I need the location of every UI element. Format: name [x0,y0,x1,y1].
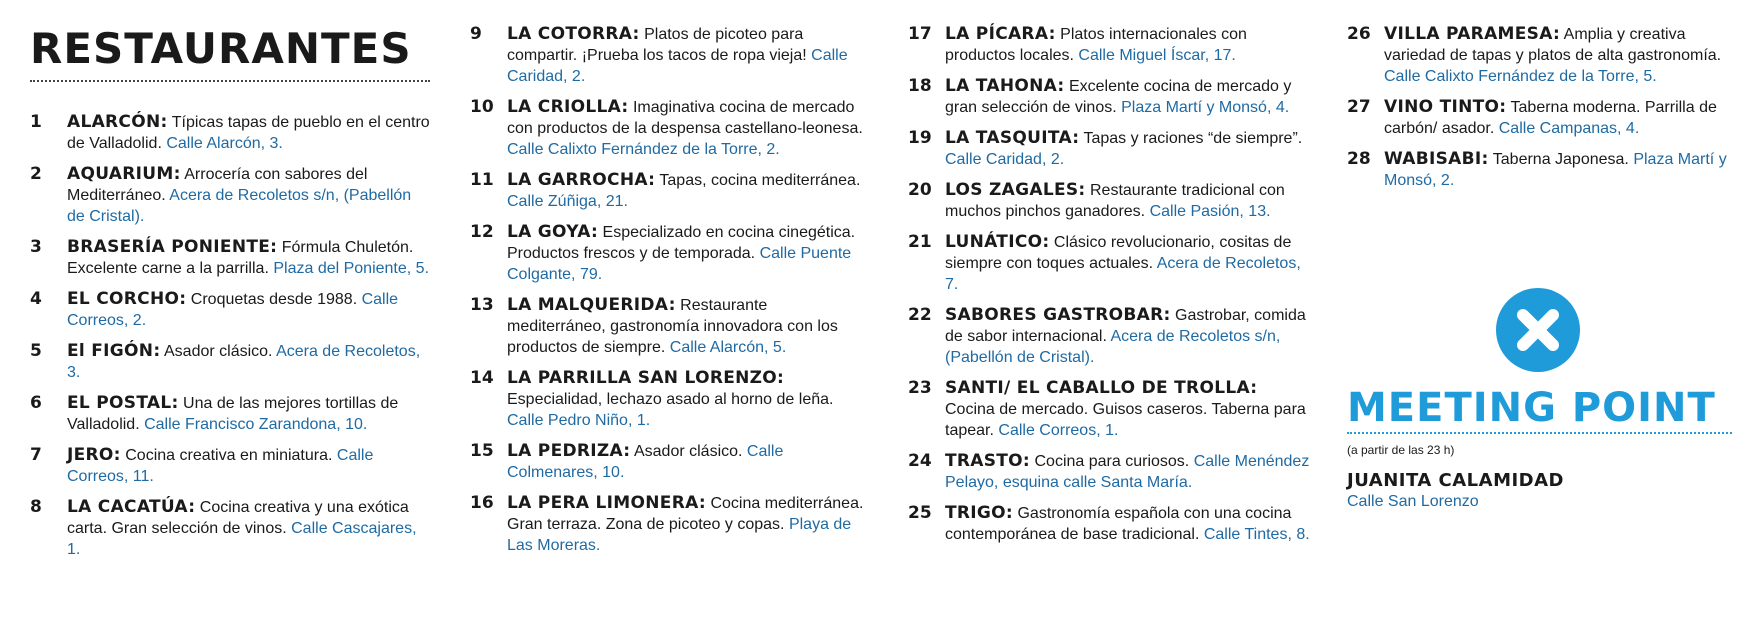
restaurant-entry [507,97,870,160]
restaurant-description: Cocina de mercado. Guisos caseros. Taberna para tapear. [945,401,1306,439]
restaurant-entry [67,393,430,435]
restaurant-description: Restaurante tradicional con muchos pinchos ganadores. [945,182,1285,220]
restaurant-name: BRASERÍA PONIENTE: [67,237,278,257]
restaurant-number: 18 [908,76,932,96]
restaurant-address[interactable]: Acera de Recoletos, 7. [945,255,1301,293]
restaurant-description: Tapas y raciones “de siempre”. [1083,130,1303,147]
restaurant-entry [945,232,1310,295]
restaurant-name: TRASTO: [945,451,1031,471]
restaurant-entry [67,164,430,227]
close-circle-icon [1496,288,1580,372]
restaurant-entry [507,493,870,556]
restaurant-entry [507,24,870,87]
restaurant-item [470,24,870,87]
restaurant-description: Fórmula Chuletón. Excelente carne a la parrilla. [67,239,414,277]
restaurant-entry [945,378,1310,441]
restaurant-number: 17 [908,24,932,44]
restaurant-description: Arrocería con sabores del Mediterráneo. [67,166,368,204]
restaurant-description: Taberna Japonesa. [1492,151,1629,168]
restaurant-address[interactable]: Calle Correos, 11. [67,447,374,485]
restaurant-address[interactable]: Playa de Las Moreras. [507,516,852,554]
restaurant-description: Croquetas desde 1988. [190,291,358,308]
restaurant-number: 5 [30,341,42,361]
restaurant-address[interactable]: Calle Cascajares, 1. [67,520,417,558]
column-2 [470,24,870,566]
restaurant-address[interactable]: Calle Caridad, 2. [507,47,848,85]
restaurant-number: 27 [1347,97,1371,117]
restaurant-item [1347,24,1737,87]
restaurant-item [908,232,1310,295]
restaurant-number: 8 [30,497,42,517]
restaurant-entry [945,24,1310,66]
restaurant-number: 15 [470,441,494,461]
restaurant-number: 12 [470,222,494,242]
restaurant-entry [67,289,430,331]
restaurant-entry [945,180,1310,222]
restaurant-item [30,164,430,227]
restaurant-name: SANTI/ EL CABALLO DE TROLLA: [945,378,1258,398]
restaurant-description: Imaginativa cocina de mercado con productos de la despensa castellano-leonesa. [507,99,863,137]
column-1 [30,24,430,570]
restaurant-item [470,97,870,160]
restaurant-entry [507,170,870,212]
restaurant-name: LA PARRILLA SAN LORENZO: [507,368,785,388]
restaurant-description: Cocina mediterránea. Gran terraza. Zona de picoteo y copas. [507,495,864,533]
restaurant-entry [67,497,430,560]
restaurant-number: 26 [1347,24,1371,44]
restaurant-address[interactable]: Plaza del Poniente, 5. [273,260,430,277]
restaurant-description: Tapas, cocina mediterránea. [659,172,861,189]
restaurant-address[interactable]: Calle Miguel Íscar, 17. [1078,47,1236,64]
restaurant-address[interactable]: Plaza Martí y Monsó, 2. [1384,151,1727,189]
restaurant-number: 7 [30,445,42,465]
restaurant-item [30,289,430,331]
restaurant-entry [945,451,1310,493]
restaurant-number: 10 [470,97,494,117]
restaurant-number: 2 [30,164,42,184]
restaurant-number: 16 [470,493,494,513]
restaurant-description: Típicas tapas de pueblo en el centro de Valladolid. [67,114,430,152]
restaurant-address[interactable]: Calle Colmenares, 10. [507,443,784,481]
restaurant-number: 19 [908,128,932,148]
restaurant-item [30,112,430,154]
restaurant-address[interactable]: Acera de Recoletos s/n, (Pabellón de Cristal). [67,187,412,225]
restaurant-name: TRIGO: [945,503,1014,523]
restaurant-name: LA PERA LIMONERA: [507,493,706,513]
restaurant-description: Excelente cocina de mercado y gran selección de vinos. [945,78,1292,116]
restaurant-entry [945,76,1310,118]
restaurant-name: LA MALQUERIDA: [507,295,676,315]
restaurant-address[interactable]: Calle Pedro Niño, 1. [507,412,651,429]
restaurant-entry [507,441,870,483]
meeting-point-subtitle: (a partir de las 23 h) [1347,443,1455,457]
restaurant-description: Platos de picoteo para compartir. ¡Prueba los tacos de ropa vieja! [507,26,807,64]
restaurant-number: 1 [30,112,42,132]
restaurant-description: Cocina creativa en miniatura. [125,447,333,464]
restaurant-description: Asador clásico. [164,343,273,360]
restaurant-entry [507,222,870,285]
restaurant-address[interactable]: Calle Puente Colgante, 79. [507,245,852,283]
restaurant-description: Gastronomía española con una cocina contemporánea de base tradicional. [945,505,1292,543]
restaurant-name: ALARCÓN: [67,112,168,132]
restaurant-name: VINO TINTO: [1384,97,1507,117]
restaurant-list [1347,24,1737,191]
restaurant-item [30,341,430,383]
restaurant-item [1347,97,1737,139]
restaurant-address[interactable]: Calle Alarcón, 3. [166,135,283,152]
restaurant-description: Platos internacionales con productos locales. [945,26,1247,64]
restaurant-item [908,378,1310,441]
restaurant-description: Asador clásico. [633,443,743,460]
restaurant-description: Taberna moderna. Parrilla de carbón/ asador. [1384,99,1717,137]
restaurant-name: JERO: [67,445,121,465]
restaurant-number: 21 [908,232,932,252]
restaurant-address[interactable]: Plaza Martí y Monsó, 4. [1121,99,1290,116]
restaurant-name: EL POSTAL: [67,393,179,413]
restaurant-item [470,441,870,483]
restaurant-name: LA GOYA: [507,222,599,242]
restaurant-entry [945,503,1310,545]
restaurant-name: LA CRIOLLA: [507,97,629,117]
restaurant-item [470,493,870,556]
restaurant-item [30,393,430,435]
restaurant-item [470,368,870,431]
restaurant-item [470,222,870,285]
restaurant-name: EL CORCHO: [67,289,187,309]
restaurant-number: 20 [908,180,932,200]
restaurant-description: Especialidad, lechazo asado al horno de leña. [507,391,834,408]
restaurant-entry [67,445,430,487]
column-3 [908,24,1310,555]
restaurant-address[interactable]: Calle Campanas, 4. [1498,120,1640,137]
meeting-point-section [1347,288,1732,511]
restaurant-item [908,128,1310,170]
restaurant-item [908,180,1310,222]
restaurant-list [30,112,430,560]
restaurant-item [908,305,1310,368]
restaurant-address[interactable]: Calle Caridad, 2. [945,151,1065,168]
restaurant-name: LA PÍCARA: [945,24,1056,44]
restaurant-address[interactable]: Calle Menéndez Pelayo, esquina calle Santa María. [945,453,1310,491]
restaurant-entry [945,128,1310,170]
restaurant-name: LA TAHONA: [945,76,1065,96]
restaurant-address[interactable]: Calle Calixto Fernández de la Torre, 5. [1384,68,1657,85]
restaurant-address[interactable]: Calle Pasión, 13. [1149,203,1271,220]
restaurant-entry [1384,149,1737,191]
restaurant-item [470,295,870,358]
restaurant-list [470,24,870,556]
restaurant-address[interactable]: Calle Alarcón, 5. [669,339,787,356]
restaurant-description: Cocina para curiosos. [1034,453,1190,470]
restaurant-item [908,76,1310,118]
restaurant-number: 4 [30,289,42,309]
restaurant-name: SABORES GASTROBAR: [945,305,1171,325]
restaurant-description: Clásico revolucionario, cositas de siempre con toques actuales. [945,234,1292,272]
restaurant-name: LA GARROCHA: [507,170,656,190]
restaurant-number: 14 [470,368,494,388]
restaurant-number: 25 [908,503,932,523]
restaurant-description: Restaurante mediterráneo, gastronomía innovadora con los productos de siempre. [507,297,838,356]
restaurant-entry [67,112,430,154]
restaurant-description: Especializado en cocina cinegética. Productos frescos y de temporada. [507,224,856,262]
restaurant-name: LUNÁTICO: [945,232,1050,252]
restaurant-item [30,497,430,560]
column-4 [1347,24,1737,201]
meeting-point-divider [1347,432,1732,434]
restaurant-item [908,503,1310,545]
restaurant-entry [1384,24,1737,87]
restaurant-item [30,445,430,487]
restaurant-description: Cocina creativa y una exótica carta. Gran selección de vinos. [67,499,409,537]
restaurant-number: 9 [470,24,482,44]
restaurant-name: LA TASQUITA: [945,128,1080,148]
restaurant-number: 3 [30,237,42,257]
restaurant-number: 13 [470,295,494,315]
restaurant-entry [1384,97,1737,139]
page-title: RESTAURANTES [30,24,412,73]
restaurant-address[interactable]: Acera de Recoletos s/n, (Pabellón de Cristal). [945,328,1281,366]
restaurant-number: 6 [30,393,42,413]
restaurant-item [1347,149,1737,191]
restaurant-name: LA COTORRA: [507,24,640,44]
restaurant-item [908,24,1310,66]
restaurant-entry [507,368,870,431]
restaurant-number: 22 [908,305,932,325]
restaurant-address[interactable]: Calle Correos, 2. [67,291,399,329]
restaurant-number: 23 [908,378,932,398]
restaurant-number: 24 [908,451,932,471]
restaurant-address[interactable]: Calle Tintes, 8. [1203,526,1310,543]
meeting-point-address: Calle San Lorenzo [1347,493,1479,510]
restaurant-name: AQUARIUM: [67,164,181,184]
restaurant-list [908,24,1310,545]
restaurant-address[interactable]: Calle Zúñiga, 21. [507,193,628,210]
restaurant-name: VILLA PARAMESA: [1384,24,1561,44]
restaurant-description: Una de las mejores tortillas de Valladolid. [67,395,399,433]
restaurant-item [30,237,430,279]
restaurant-number: 28 [1347,149,1371,169]
meeting-point-venue: JUANITA CALAMIDAD [1347,470,1564,491]
restaurant-item [470,170,870,212]
restaurant-number: 11 [470,170,494,190]
restaurant-address[interactable]: Acera de Recoletos, 3. [67,343,421,381]
restaurant-item [908,451,1310,493]
restaurant-entry [67,341,430,383]
meeting-point-title: MEETING POINT [1347,385,1716,431]
restaurant-address[interactable]: Calle Correos, 1. [998,422,1119,439]
restaurant-description: Amplia y creativa variedad de tapas y platos de alta gastronomía. [1384,26,1722,64]
restaurant-entry [507,295,870,358]
restaurant-entry [945,305,1310,368]
restaurant-name: El FIGÓN: [67,341,161,361]
restaurant-name: LOS ZAGALES: [945,180,1086,200]
restaurant-address[interactable]: Calle Francisco Zarandona, 10. [144,416,368,433]
restaurant-description: Gastrobar, comida de sabor internacional. [945,307,1306,345]
restaurant-name: WABISABI: [1384,149,1489,169]
restaurant-address[interactable]: Calle Calixto Fernández de la Torre, 2. [507,141,780,158]
title-divider [30,80,430,82]
restaurant-name: LA PEDRIZA: [507,441,631,461]
restaurant-entry [67,237,430,279]
restaurant-name: LA CACATÚA: [67,497,196,517]
